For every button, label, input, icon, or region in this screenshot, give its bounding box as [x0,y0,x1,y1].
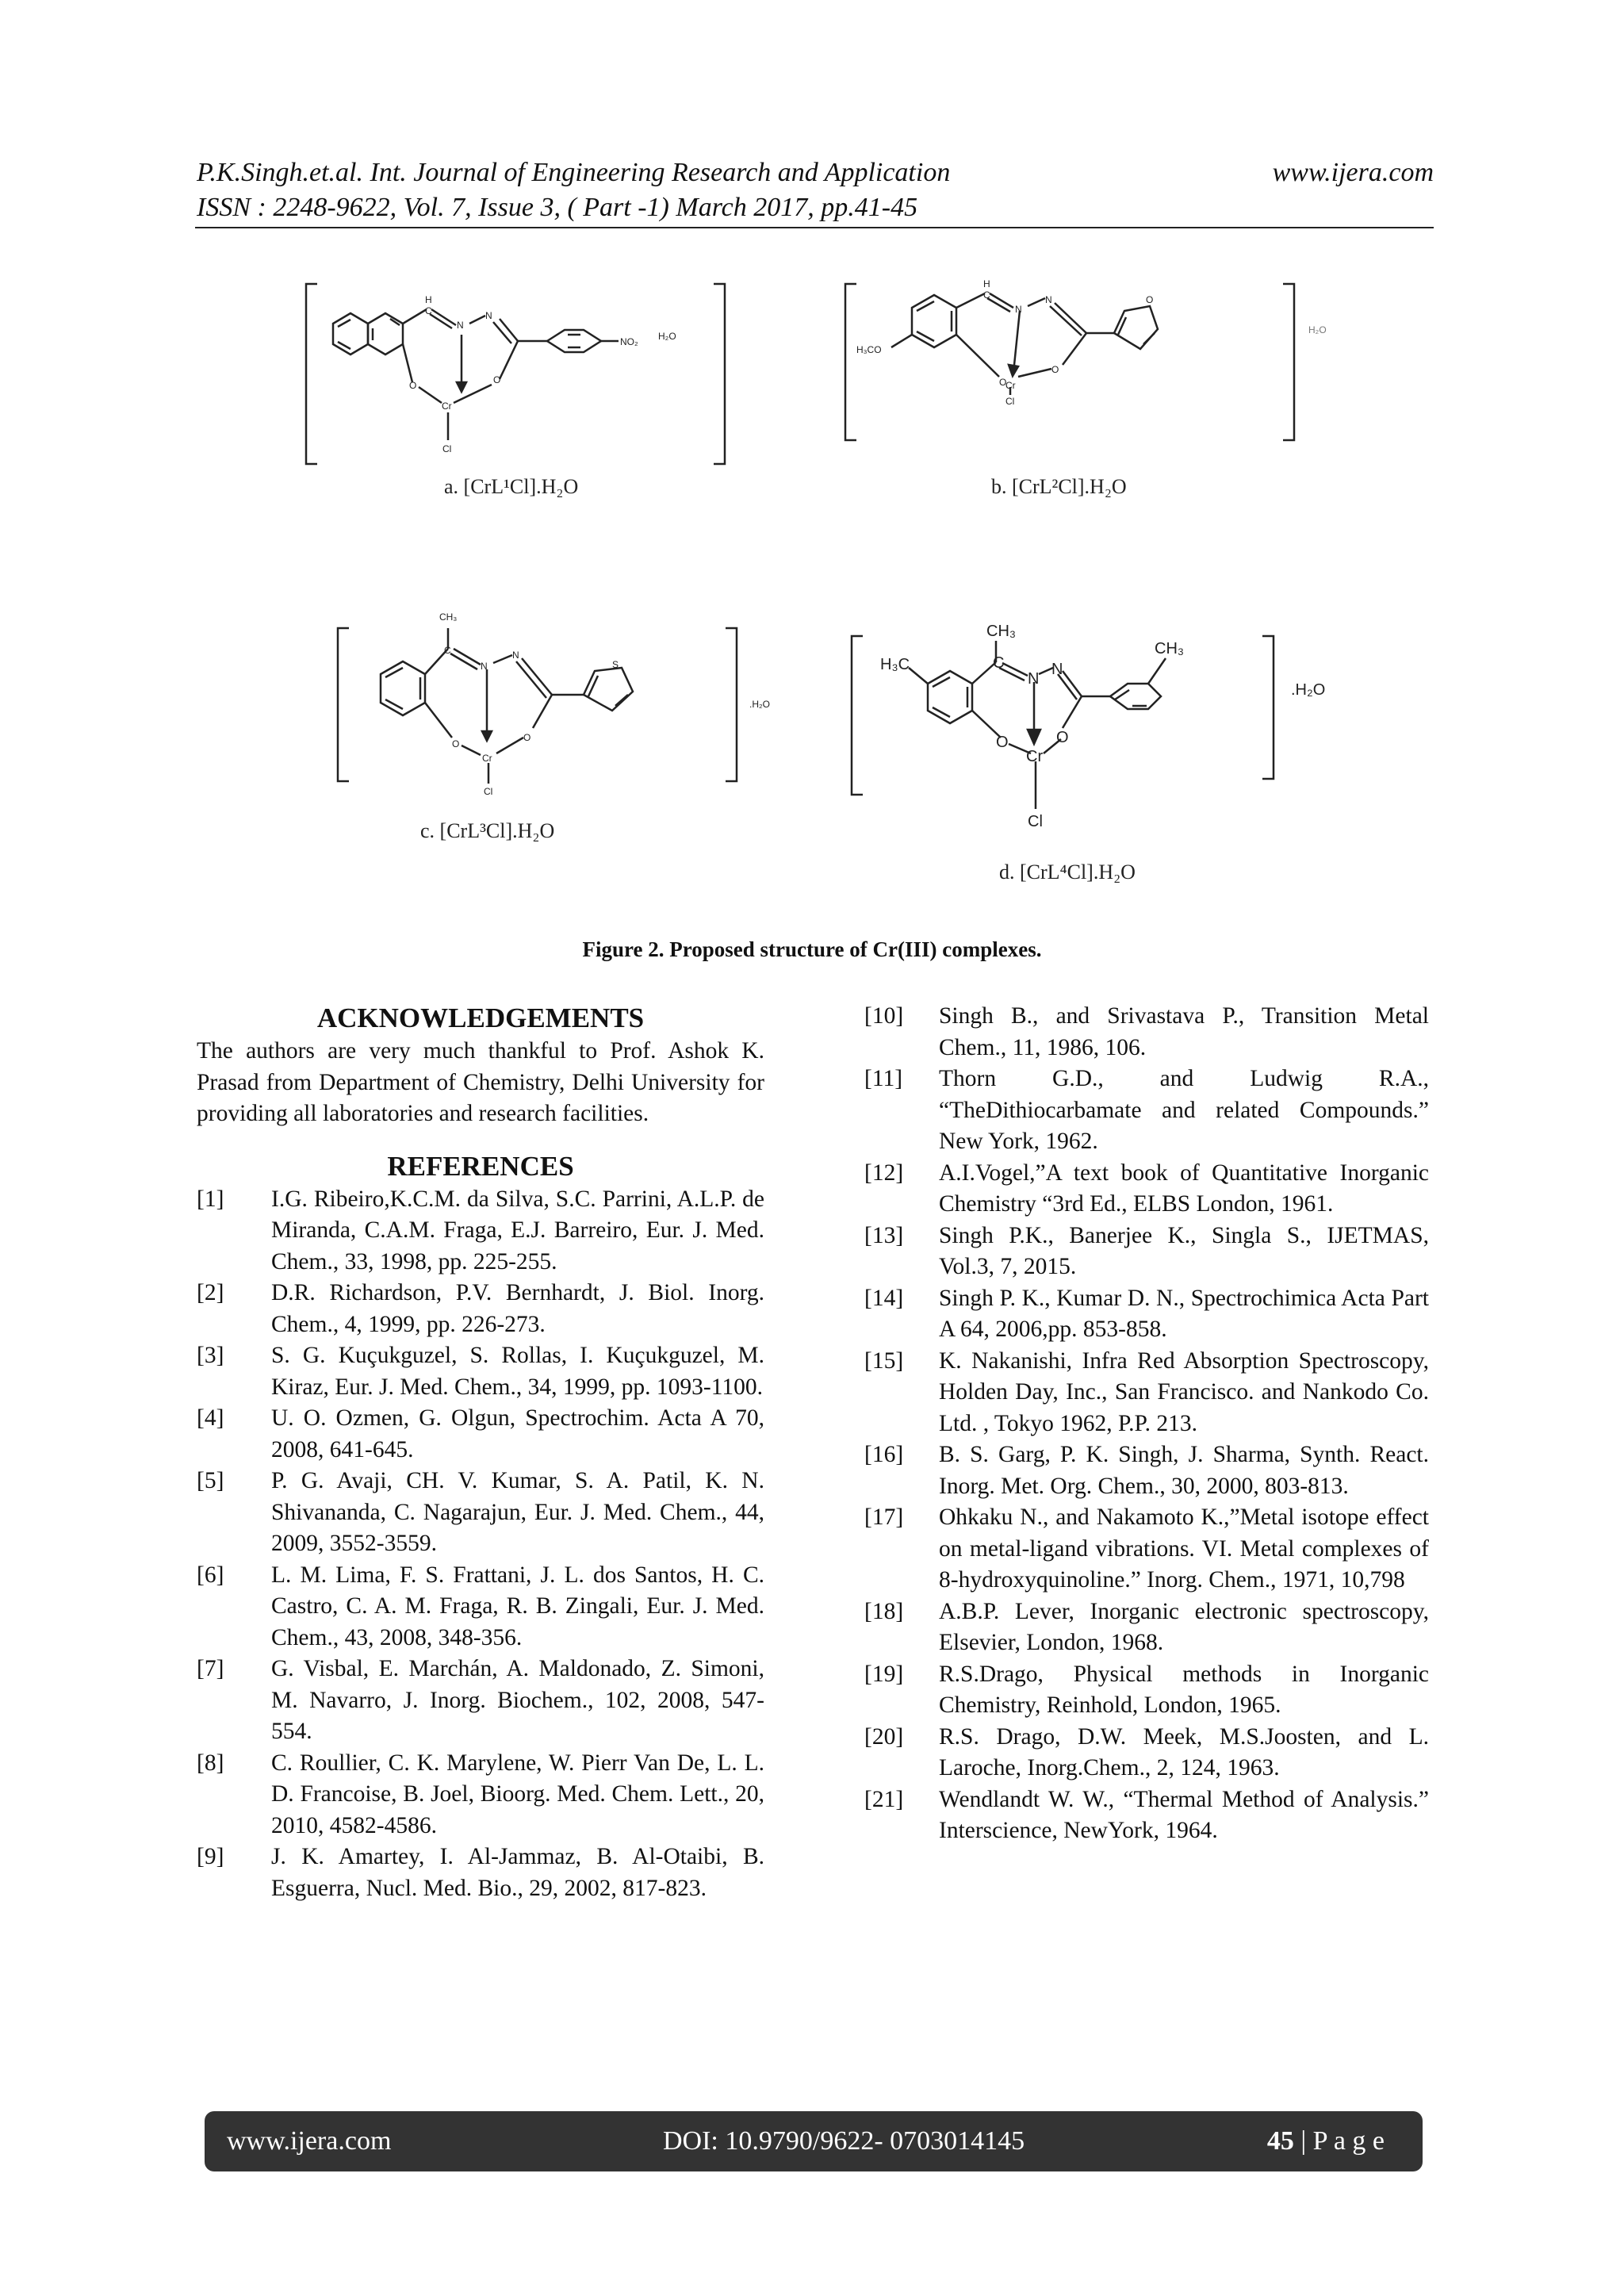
reference-item [864,1784,1429,1847]
footer-doi: DOI: 10.9790/9622- 0703014145 [663,2126,1025,2156]
reference-text: A.B.P. Lever, Inorganic electronic spectroscopy, Elsevier, London, 1968. [939,1598,1429,1655]
svg-text:C: C [983,289,990,301]
svg-text:N: N [1045,294,1052,305]
right-column [864,1001,1429,1847]
reference-item [864,1221,1429,1283]
reference-text: Thorn G.D., and Ludwig R.A., “TheDithiocarbamate and related Compounds.” New York, 1962. [939,1066,1429,1154]
page-label: | P a g e [1293,2126,1385,2156]
reference-text: R.S. Drago, D.W. Meek, M.S.Joosten, and L. Laroche, Inorg.Chem., 2, 124, 1963. [939,1723,1429,1780]
reference-text: J. K. Amartey, I. Al-Jammaz, B. Al-Otaibi, B. Esguerra, Nucl. Med. Bio., 29, 2002, 817-823. [271,1844,764,1901]
label-c: c. [CrL³Cl].H₂O [420,819,555,842]
reference-text: D.R. Richardson, P.V. Bernhardt, J. Biol. Inorg. Chem., 4, 1999, pp. 226-273. [271,1280,764,1337]
reference-number: [5] [197,1468,224,1493]
reference-text: P. G. Avaji, CH. V. Kumar, S. A. Patil, K. N. Shivananda, C. Nagarajun, Eur. J. Med. Chem., 44, 2009, 3552-3559. [271,1468,764,1556]
reference-number: [7] [197,1656,224,1681]
reference-text: L. M. Lima, F. S. Frattani, J. L. dos Santos, H. C. Castro, C. A. M. Fraga, R. B. Zingali, Eur. J. Med. Chem., 43, 2008, 348-356. [271,1562,764,1650]
svg-text:N: N [512,650,519,661]
reference-item [197,1466,764,1560]
references-heading: REFERENCES [387,1150,574,1182]
reference-item [197,1560,764,1654]
reference-item [197,1403,764,1466]
reference-number: [1] [197,1186,224,1212]
reference-number: [16] [864,1442,904,1467]
svg-text:.H₂O: .H₂O [749,699,770,710]
footer-website: www.ijera.com [227,2126,392,2156]
reference-text: Singh P.K., Banerjee K., Singla S., IJETMAS, Vol.3, 7, 2015. [939,1222,1429,1279]
reference-number: [2] [197,1280,224,1305]
reference-text: Singh P. K., Kumar D. N., Spectrochimica Acta Part A 64, 2006,pp. 853-858. [939,1285,1429,1342]
svg-text:CH₃: CH₃ [1155,640,1185,657]
acknowledgements-text: The authors are very much thankful to Prof. Ashok K. Prasad from Department of Chemistry, Delhi University for providing all laboratories and research facilities. [197,1038,764,1126]
structure-b [845,284,1294,440]
svg-text:N: N [1028,670,1040,688]
structure-c [338,628,737,784]
svg-text:O: O [1056,729,1069,746]
running-header [197,155,1434,225]
reference-item [864,1659,1429,1722]
svg-text:H₃CO: H₃CO [856,344,882,355]
svg-text:N: N [481,661,488,672]
journal-citation: P.K.Singh.et.al. Int. Journal of Engineering Research and Application [197,158,951,187]
reference-text: S. G. Kuçukguzel, S. Rollas, I. Kuçukguzel, M. Kiraz, Eur. J. Med. Chem., 34, 1999, pp. 1093-1100. [271,1343,764,1400]
reference-number: [4] [197,1405,224,1431]
svg-text:CH₃: CH₃ [439,611,458,623]
svg-text:Cl: Cl [484,786,493,797]
svg-text:Cr: Cr [482,753,492,764]
svg-text:H₂O: H₂O [1308,324,1327,335]
issn-line: ISSN : 2248-9622, Vol. 7, Issue 3, ( Part -1) March 2017, pp.41-45 [197,193,918,222]
svg-text:N: N [457,320,464,331]
reference-text: Ohkaku N., and Nakamoto K.,”Metal isotope effect on metal-ligand vibrations. VI. Metal complexes of 8-hydroxyquinoline.” Inorg. Chem., 1971, 10,798 [939,1504,1429,1593]
reference-text: C. Roullier, C. K. Marylene, W. Pierr Van De, L. L. D. Francoise, B. Joel, Bioorg. Med. Chem. Lett., 20, 2010, 4582-4586. [271,1750,764,1838]
reference-text: U. O. Ozmen, G. Olgun, Spectrochim. Acta A 70, 2008, 641-645. [271,1405,764,1462]
svg-text:H: H [425,294,432,305]
reference-item [197,1842,764,1904]
reference-item [864,1596,1429,1659]
reference-item [864,1064,1429,1158]
reference-item [864,1439,1429,1502]
header-rule [195,227,1434,228]
svg-text:N: N [485,310,492,321]
reference-text: K. Nakanishi, Infra Red Absorption Spectroscopy, Holden Day, Inc., San Francisco. and Nankodo Co. Ltd. , Tokyo 1962, P.P. 213. [939,1347,1429,1436]
reference-item [864,1001,1429,1064]
label-a: a. [CrL¹Cl].H₂O [444,475,579,498]
reference-item [864,1283,1429,1346]
svg-text:O: O [452,738,460,749]
reference-text: Wendlandt W. W., “Thermal Method of Analysis.” Interscience, NewYork, 1964. [939,1786,1429,1843]
svg-text:H₂O: H₂O [658,331,676,342]
reference-number: [13] [864,1222,904,1248]
svg-text:O: O [1146,294,1154,305]
structure-a [306,284,725,464]
reference-item [197,1654,764,1748]
svg-text:O: O [493,374,501,385]
reference-number: [20] [864,1723,904,1750]
reference-item [197,1184,764,1278]
reference-text: R.S.Drago, Physical methods in Inorganic Chemistry, Reinhold, London, 1965. [939,1661,1429,1718]
reference-number: [21] [864,1786,904,1812]
references-list-left [197,1184,764,1905]
svg-text:O: O [996,734,1009,751]
svg-text:.H₂O: .H₂O [1291,681,1326,699]
page-footer [205,2111,1423,2171]
reference-number: [3] [197,1343,224,1368]
figure-2 [285,262,1419,896]
reference-item [864,1346,1429,1440]
references-list-right [864,1001,1429,1847]
svg-text:Cl: Cl [1005,396,1015,407]
reference-number: [8] [197,1750,224,1776]
reference-text: B. S. Garg, P. K. Singh, J. Sharma, Synth. React. Inorg. Met. Org. Chem., 30, 2000, 803-813. [939,1442,1429,1499]
reference-number: [10] [864,1003,904,1029]
svg-text:Cr: Cr [1005,380,1016,391]
page-number: 45 [1266,2126,1294,2156]
footer-page [1267,2126,1385,2156]
svg-text:Cl: Cl [442,443,452,454]
svg-text:H: H [983,278,990,289]
svg-text:NO₂: NO₂ [620,336,638,347]
journal-website: www.ijera.com [1272,158,1434,187]
figure-caption: Figure 2. Proposed structure of Cr(III) complexes. [582,937,1042,961]
reference-number: [14] [864,1285,904,1311]
reference-text: G. Visbal, E. Marchán, A. Maldonado, Z. Simoni, M. Navarro, J. Inorg. Biochem., 102, 2008, 547-554. [271,1656,764,1744]
reference-number: [6] [197,1562,224,1588]
reference-item [197,1748,764,1842]
left-column [197,1001,764,1904]
svg-text:N: N [1015,304,1022,315]
svg-text:Cr: Cr [442,401,452,412]
svg-text:Cr: Cr [1026,748,1044,765]
reference-number: [18] [864,1598,904,1624]
acknowledgements-heading: ACKNOWLEDGEMENTS [316,1002,645,1033]
svg-text:O: O [1051,364,1059,375]
reference-number: [15] [864,1347,904,1374]
svg-text:H₃C: H₃C [880,656,910,673]
svg-text:CH₃: CH₃ [986,623,1017,640]
reference-text: Singh B., and Srivastava P., Transition Metal Chem., 11, 1986, 106. [939,1003,1429,1060]
svg-text:C: C [425,305,432,316]
reference-number: [9] [197,1844,224,1869]
svg-text:O: O [523,732,531,743]
reference-item [197,1278,764,1340]
svg-text:C: C [993,654,1005,672]
reference-number: [19] [864,1661,904,1687]
svg-text:Cl: Cl [1028,813,1043,830]
label-d: d. [CrL⁴Cl].H₂O [999,861,1136,884]
reference-item [864,1158,1429,1221]
reference-number: [11] [864,1066,903,1091]
reference-item [197,1340,764,1403]
svg-text:N: N [1051,661,1063,678]
label-b: b. [CrL²Cl].H₂O [991,475,1127,498]
reference-text: A.I.Vogel,”A text book of Quantitative Inorganic Chemistry “3rd Ed., ELBS London, 1961. [939,1159,1429,1217]
reference-item [864,1722,1429,1784]
svg-text:O: O [999,377,1007,388]
structures-svg [285,262,1419,896]
reference-number: [17] [864,1504,904,1530]
reference-item [864,1502,1429,1596]
reference-number: [12] [864,1159,904,1186]
svg-text:O: O [409,380,417,391]
reference-text: I.G. Ribeiro,K.C.M. da Silva, S.C. Parrini, A.L.P. de Miranda, C.A.M. Fraga, E.J. Barreiro, Eur. J. Med. Chem., 33, 1998, pp. 225-255. [271,1186,764,1274]
svg-text:S: S [612,659,619,670]
svg-text:C: C [444,645,451,656]
